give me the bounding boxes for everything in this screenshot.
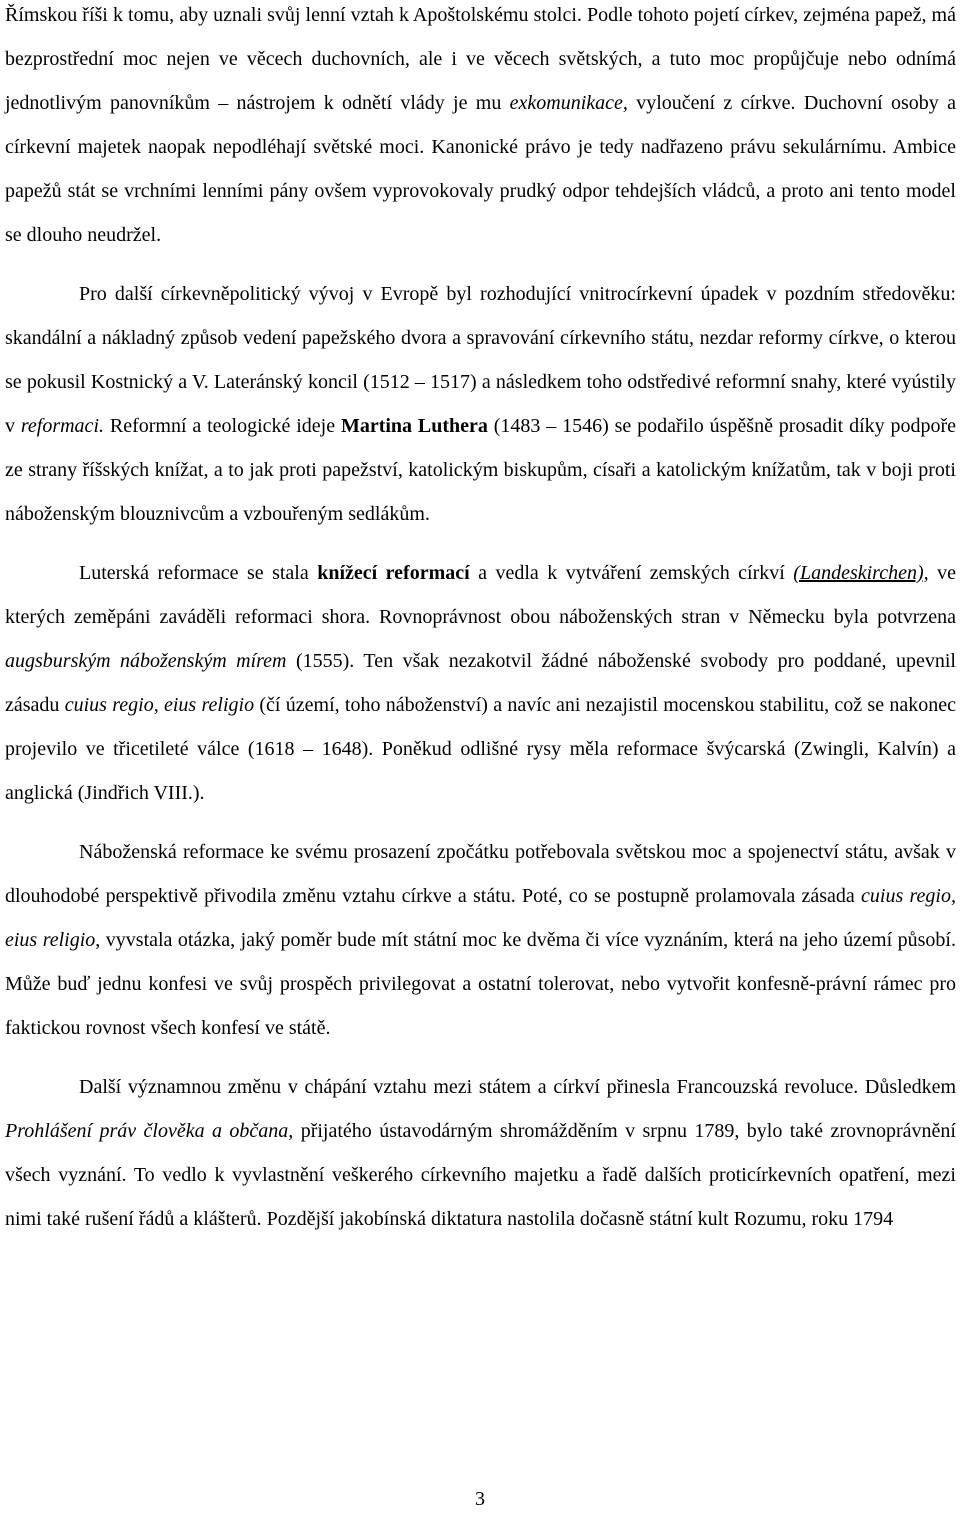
body-text: Luterská reformace se stala [79, 562, 318, 584]
paragraph-3 [5, 551, 956, 815]
body-text: vyloučení z církve. Duchovní osoby a církevní majetek naopak nepodléhají světské moci. Kanonické právo je tedy nadřazeno právu sekulárnímu. Ambice papežů stát se vrchními lenními pány ovšem vyprovokovaly prudký odpor tehdejších vládců, a proto ani tento model se dlouho neudržel. [5, 92, 956, 246]
body-text: a vedla k vytváření zemských církví [469, 562, 794, 584]
paragraph-5 [5, 1065, 956, 1241]
document-page [5, 0, 956, 1241]
body-text: (1483 – 1546) se podařilo úspěšně prosadit díky podpoře ze strany říšských knížat, a to jak proti papežství, katolickým biskupům, císaři a katolickým knížatům, tak v boji proti náboženským blouznivcům a vzbouřeným sedlákům. [5, 415, 957, 525]
body-text: přijatého ústavodárným shromážděním v srpnu 1789, bylo také zrovnoprávnění všech vyznání. To vedlo k vyvlastnění veškerého církevního majetku a řadě dalších proticírkevních opatření, mezi nimi také rušení řádů a klášterů. Pozdější jakobínská diktatura nastolila dočasně státní kult Rozumu, roku 1794 [5, 1120, 956, 1230]
paragraph-1 [5, 0, 956, 257]
emphasis-text: Martina Luthera [340, 415, 488, 437]
emphasis-text: (Landeskirchen), [793, 562, 929, 584]
paragraph-4 [5, 830, 956, 1050]
body-text: Římskou říši k tomu, aby uznali svůj lenní vztah k Apoštolskému stolci. Podle tohoto pojetí církev, zejména papež, má bezprostřední moc nejen ve věcech duchovních, ale i ve věcech světských, a tuto moc propůjčuje nebo odnímá jednotlivým panovníkům – nástrojem k odnětí vlády je mu [5, 4, 956, 114]
emphasis-text: knížecí reformací [317, 562, 470, 584]
emphasis-text: cuius regio, eius religio [5, 885, 956, 951]
body-text: Reformní a teologické ideje [104, 415, 341, 437]
emphasis-text: exkomunikace, [509, 92, 628, 114]
body-text: ve kterých zeměpáni zaváděli reformaci shora. Rovnoprávnost obou náboženských stran v Německu byla potvrzena [5, 562, 956, 628]
body-text: Náboženská reformace ke svému prosazení zpočátku potřebovala světskou moc a spojenectví státu, avšak v dlouhodobé perspektivě přivodila změnu vztahu církve a státu. Poté, co se postupně prolamovala zásada [5, 841, 956, 907]
body-text: Další významnou změnu v chápání vztahu mezi státem a církví přinesla Francouzská revoluce. Důsledkem [79, 1076, 956, 1098]
body-text: Pro další církevněpolitický vývoj v Evropě byl rozhodující vnitrocírkevní úpadek v pozdním středověku: skandální a nákladný způsob vedení papežského dvora a spravování církevního státu, nezdar reformy církve, o kterou se pokusil Kostnický a V. Lateránský koncil (1512 – 1517) a následkem toho odstředivé reformní snahy, které vyústily v [5, 283, 956, 437]
body-text: (čí území, toho náboženství) a navíc ani nezajistil mocenskou stabilitu, což se nakonec projevilo ve třicetileté válce (1618 – 1648). Poněkud odlišné rysy měla reformace švýcarská (Zwingli, Kalvín) a anglická (Jindřich VIII.). [5, 694, 956, 804]
paragraph-2 [5, 272, 956, 536]
emphasis-text: reformaci. [20, 415, 104, 437]
body-text: , vyvstala otázka, jaký poměr bude mít státní moc ke dvěma či více vyznáním, která na jeho území působí. Může buď jednu konfesi ve svůj prospěch privilegovat a ostatní tolerovat, nebo vytvořit konfesně-právní rámec pro faktickou rovnost všech konfesí ve státě. [5, 929, 956, 1039]
emphasis-text: Prohlášení práv člověka a občana, [5, 1120, 294, 1142]
page-number: 3 [475, 1488, 485, 1510]
body-text: (1555). Ten však nezakotvil žádné náboženské svobody pro poddané, upevnil zásadu [5, 650, 956, 716]
emphasis-text: augsburským náboženským mírem [5, 650, 287, 672]
emphasis-text: cuius regio, eius religio [64, 694, 255, 716]
